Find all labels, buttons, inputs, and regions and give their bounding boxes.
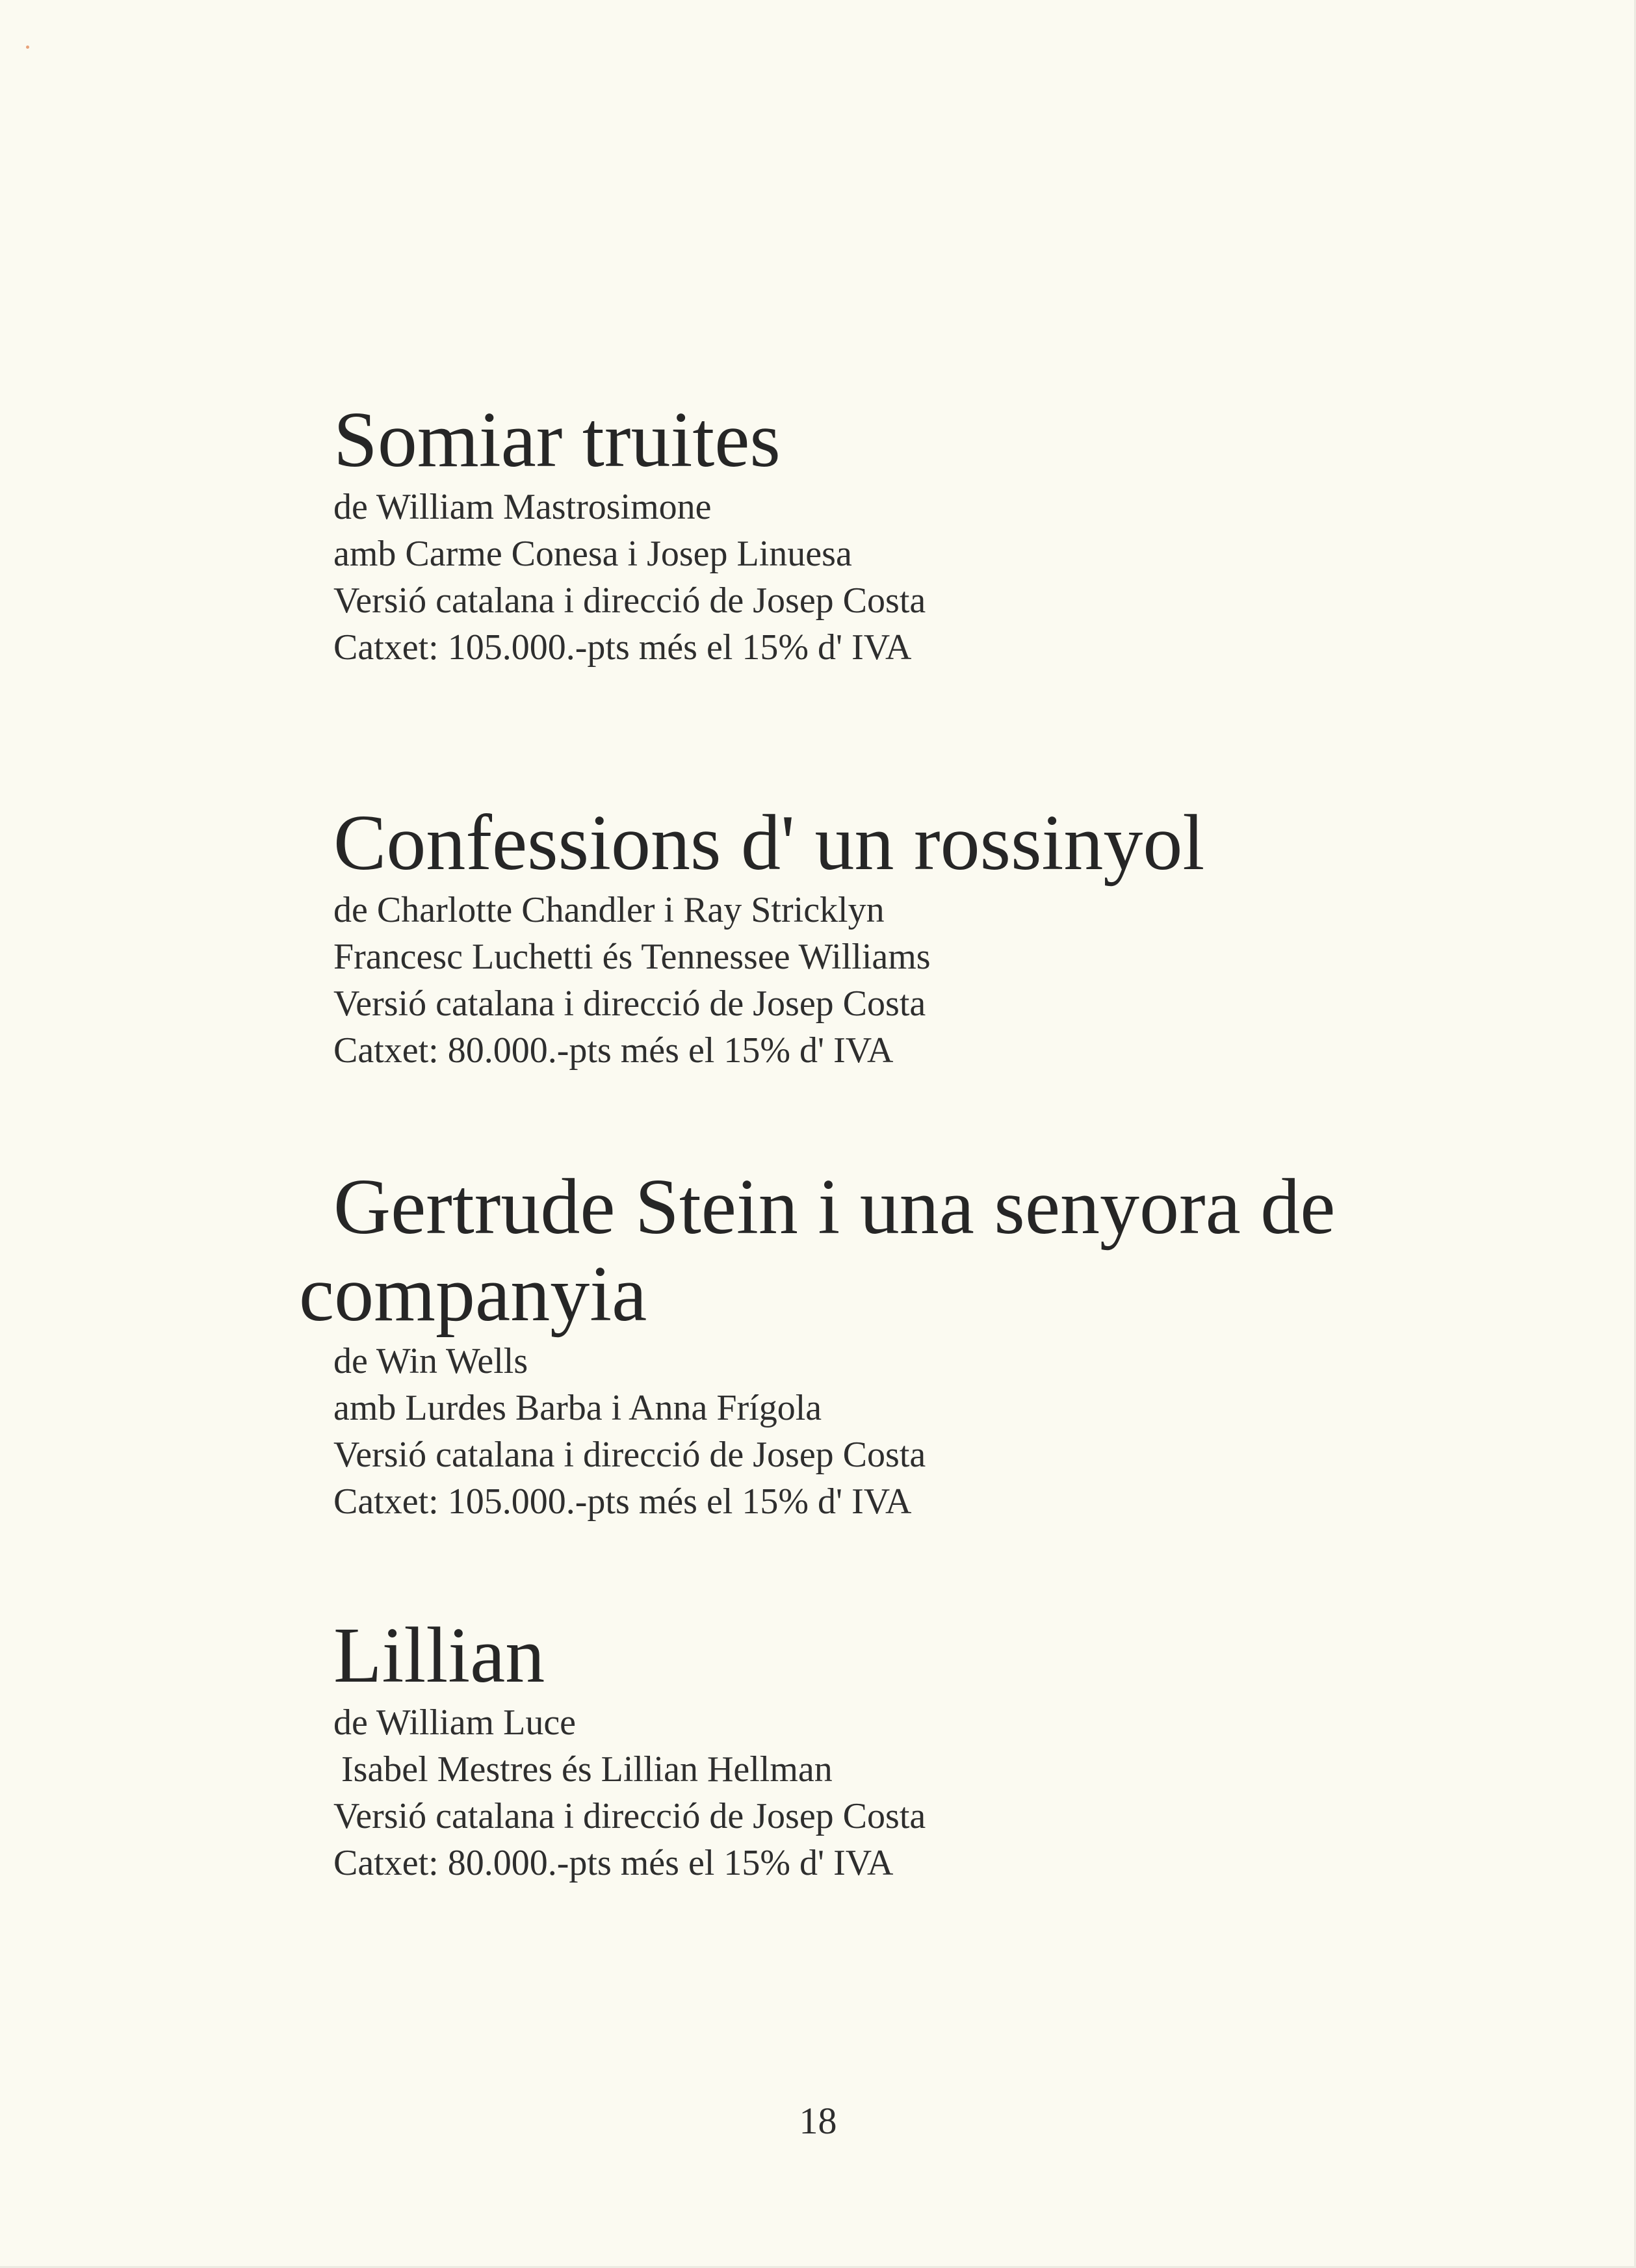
entry-title: Lillian — [333, 1611, 545, 1699]
cast-line: amb Carme Conesa i Josep Linuesa — [333, 534, 852, 574]
entry-somiar-truites — [0, 397, 1636, 671]
author-line: de William Mastrosimone — [333, 487, 712, 527]
direction-line: Versió catalana i direcció de Josep Costa — [333, 1796, 926, 1836]
direction-line: Versió catalana i direcció de Josep Costa — [333, 1435, 926, 1475]
direction-line: Versió catalana i direcció de Josep Costa — [333, 580, 926, 621]
entry-title: Somiar truites — [333, 396, 781, 484]
entry-details — [0, 1699, 1636, 1886]
entry-details — [0, 484, 1636, 671]
author-line: de Charlotte Chandler i Ray Stricklyn — [333, 890, 885, 930]
entry-lillian — [0, 1612, 1636, 1886]
entry-title — [0, 1164, 1636, 1338]
page-number: 18 — [799, 2100, 837, 2142]
entry-title-line-2: companyia — [299, 1250, 647, 1338]
scan-speck — [26, 46, 29, 49]
fee-line: Catxet: 105.000.-pts més el 15% d' IVA — [333, 627, 912, 668]
fee-line: Catxet: 80.000.-pts més el 15% d' IVA — [333, 1843, 894, 1883]
entry-details — [0, 887, 1636, 1074]
entry-title-line-1: Gertrude Stein i una senyora de — [333, 1163, 1336, 1251]
entry-details — [0, 1338, 1636, 1525]
cast-line: Francesc Luchetti és Tennessee Williams — [333, 937, 931, 977]
cast-line: amb Lurdes Barba i Anna Frígola — [333, 1388, 822, 1428]
fee-line: Catxet: 80.000.-pts més el 15% d' IVA — [333, 1030, 894, 1071]
author-line: de William Luce — [333, 1702, 577, 1743]
entry-confessions — [0, 800, 1636, 1074]
entry-title: Confessions d' un rossinyol — [333, 799, 1205, 887]
author-line: de Win Wells — [333, 1341, 528, 1381]
cast-line: Isabel Mestres és Lillian Hellman — [341, 1749, 833, 1790]
fee-line: Catxet: 105.000.-pts més el 15% d' IVA — [333, 1481, 912, 1522]
direction-line: Versió catalana i direcció de Josep Costa — [333, 984, 926, 1024]
entry-gertrude-stein — [0, 1164, 1636, 1525]
